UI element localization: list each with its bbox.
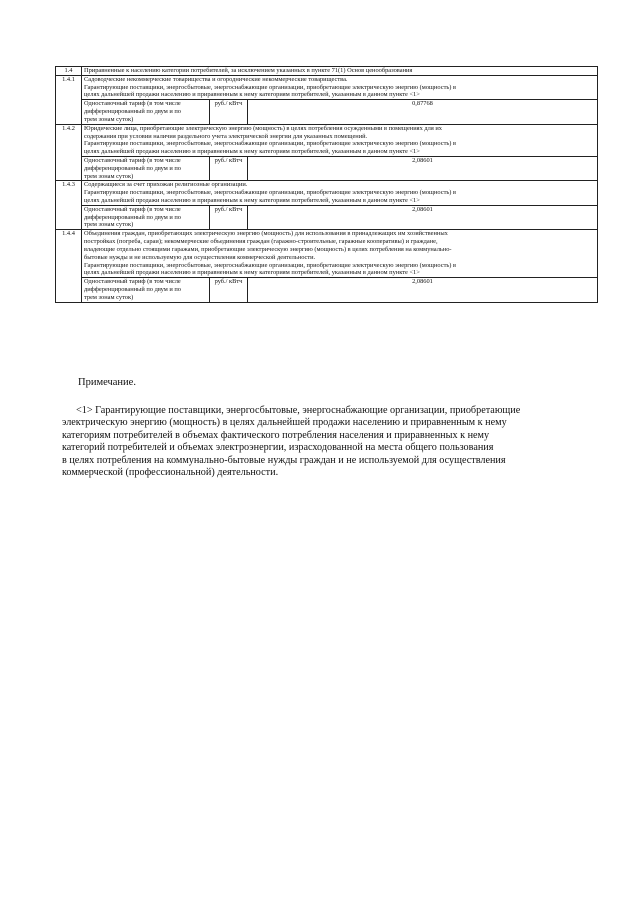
row-number: 1.4.4 xyxy=(56,230,82,302)
tariff-name-line: трем зонам суток) xyxy=(84,221,134,229)
description-line: постройках (погреба, сараи); некоммерческие объединения граждан (гаражно-строительные, гаражные кооперативы) и граждане, xyxy=(84,238,438,246)
note-line: категорий потребителей и объемах электроэнергии, израсходованной на места общего пользования xyxy=(62,442,494,454)
description-line: целях дальнейшей продажи населению и приравненным к нему категориям потребителей, указанным в данном пункте <1> xyxy=(84,197,420,204)
tariff-name xyxy=(82,278,210,302)
tariff-name-line: Одноставочный тариф (в том числе xyxy=(84,205,181,213)
tariff-name xyxy=(82,205,210,229)
tariff-row xyxy=(56,100,598,124)
description-line: Садоводческие некоммерческие товарищества и огороднические некоммерческие товарищества. xyxy=(84,75,348,83)
tariff-value: 2,08601 xyxy=(248,156,598,180)
row-number: 1.4.2 xyxy=(56,124,82,181)
tariff-name-line: дифференцированный по двум и по xyxy=(84,164,182,172)
note-line: коммерческой (профессиональной) деятельности. xyxy=(62,467,279,479)
description-line: содержания при условии наличия раздельного учета электрической энергии для указанных помещений. xyxy=(84,132,368,140)
row-description xyxy=(82,124,598,156)
tariff-name-line: дифференцированный по двум и по xyxy=(84,285,182,293)
description-line: Гарантирующие поставщики, энергосбытовые, энергоснабжающие организации, приобретающие электрическую энергию (мощность) в xyxy=(84,83,457,91)
tariff-name-line: трем зонам суток) xyxy=(84,172,134,180)
description-line: Приравненные к населению категории потребителей, за исключением указанных в пункте 71(1) Основ ценообразования xyxy=(84,67,413,74)
description-line: Гарантирующие поставщики, энергосбытовые, энергоснабжающие организации, приобретающие электрическую энергию (мощность) в xyxy=(84,189,457,197)
row-number: 1.4.3 xyxy=(56,181,82,230)
tariff-name-line: Одноставочный тариф (в том числе xyxy=(84,100,181,108)
description-line: Юридические лица, приобретающие электрическую энергию (мощность) в целях потребления осужденными в помещениях для их xyxy=(84,124,442,132)
tariff-name-line: трем зонам суток) xyxy=(84,293,134,301)
tariff-table-body xyxy=(56,67,598,303)
tariff-name-line: Одноставочный тариф (в том числе xyxy=(84,156,181,164)
tariff-name-line: дифференцированный по двум и по xyxy=(84,108,182,116)
table-row xyxy=(56,181,598,205)
note-line: <1> Гарантирующие поставщики, энергосбытовые, энергоснабжающие организации, приобретающие xyxy=(76,405,521,416)
row-description xyxy=(82,75,598,99)
tariff-name xyxy=(82,156,210,180)
tariff-row xyxy=(56,156,598,180)
tariff-value: 0,87768 xyxy=(248,100,598,124)
description-line: целях дальнейшей продажи населению и приравненным к нему категориям потребителей, указанным в данном пункте <1> xyxy=(84,91,420,99)
note-line: электрическую энергию (мощность) в целях дальнейшей продажи населению и приравненным к нему xyxy=(62,417,507,429)
description-line: владеющие отдельно стоящими гаражами, приобретающие электрическую энергию (мощность) в целях потребления на коммунально- xyxy=(84,245,452,253)
row-description xyxy=(82,67,598,76)
description-line: целях дальнейшей продажи населению и приравненным к нему категориям потребителей, указанным в данном пункте <1> xyxy=(84,148,420,156)
table-row xyxy=(56,230,598,278)
description-line: бытовые нужды и не используемую для осуществления коммерческой деятельности. xyxy=(84,253,316,261)
tariff-row xyxy=(56,205,598,229)
tariff-unit: руб./ кВтч xyxy=(210,100,248,124)
tariff-value: 2,08601 xyxy=(248,205,598,229)
tariff-value: 2,08601 xyxy=(248,278,598,302)
note-line: в целях потребления на коммунально-бытовые нужды граждан и не используемой для осуществления xyxy=(62,454,506,466)
tariff-unit: руб./ кВтч xyxy=(210,278,248,302)
table-row xyxy=(56,75,598,99)
tariff-unit: руб./ кВтч xyxy=(210,156,248,180)
row-description xyxy=(82,230,598,278)
note-line: категориям потребителей в объемах фактического потребления населения и приравненных к нему xyxy=(62,429,490,441)
row-description xyxy=(82,181,598,205)
description-line: целях дальнейшей продажи населению и приравненным к нему категориям потребителей, указанным в данном пункте <1> xyxy=(84,269,420,277)
tariff-unit: руб./ кВтч xyxy=(210,205,248,229)
note-title: Примечание. xyxy=(78,377,136,388)
description-line: Гарантирующие поставщики, энергосбытовые, энергоснабжающие организации, приобретающие электрическую энергию (мощность) в xyxy=(84,140,457,148)
description-line: Гарантирующие поставщики, энергосбытовые, энергоснабжающие организации, приобретающие электрическую энергию (мощность) в xyxy=(84,261,457,269)
tariff-name-line: Одноставочный тариф (в том числе xyxy=(84,278,181,286)
tariff-row xyxy=(56,278,598,302)
table-row xyxy=(56,67,598,76)
description-line: Объединения граждан, приобретающих электрическую энергию (мощность) для использования в принадлежащих им хозяйственных xyxy=(84,230,448,238)
tariff-table xyxy=(55,66,598,303)
row-number: 1.4 xyxy=(56,67,82,76)
row-number: 1.4.1 xyxy=(56,75,82,124)
tariff-name-line: трем зонам суток) xyxy=(84,115,134,123)
note-body xyxy=(62,405,582,479)
table-row xyxy=(56,124,598,156)
tariff-name xyxy=(82,100,210,124)
tariff-name-line: дифференцированный по двум и по xyxy=(84,213,182,221)
description-line: Содержащиеся за счет прихожан религиозные организации. xyxy=(84,181,248,189)
